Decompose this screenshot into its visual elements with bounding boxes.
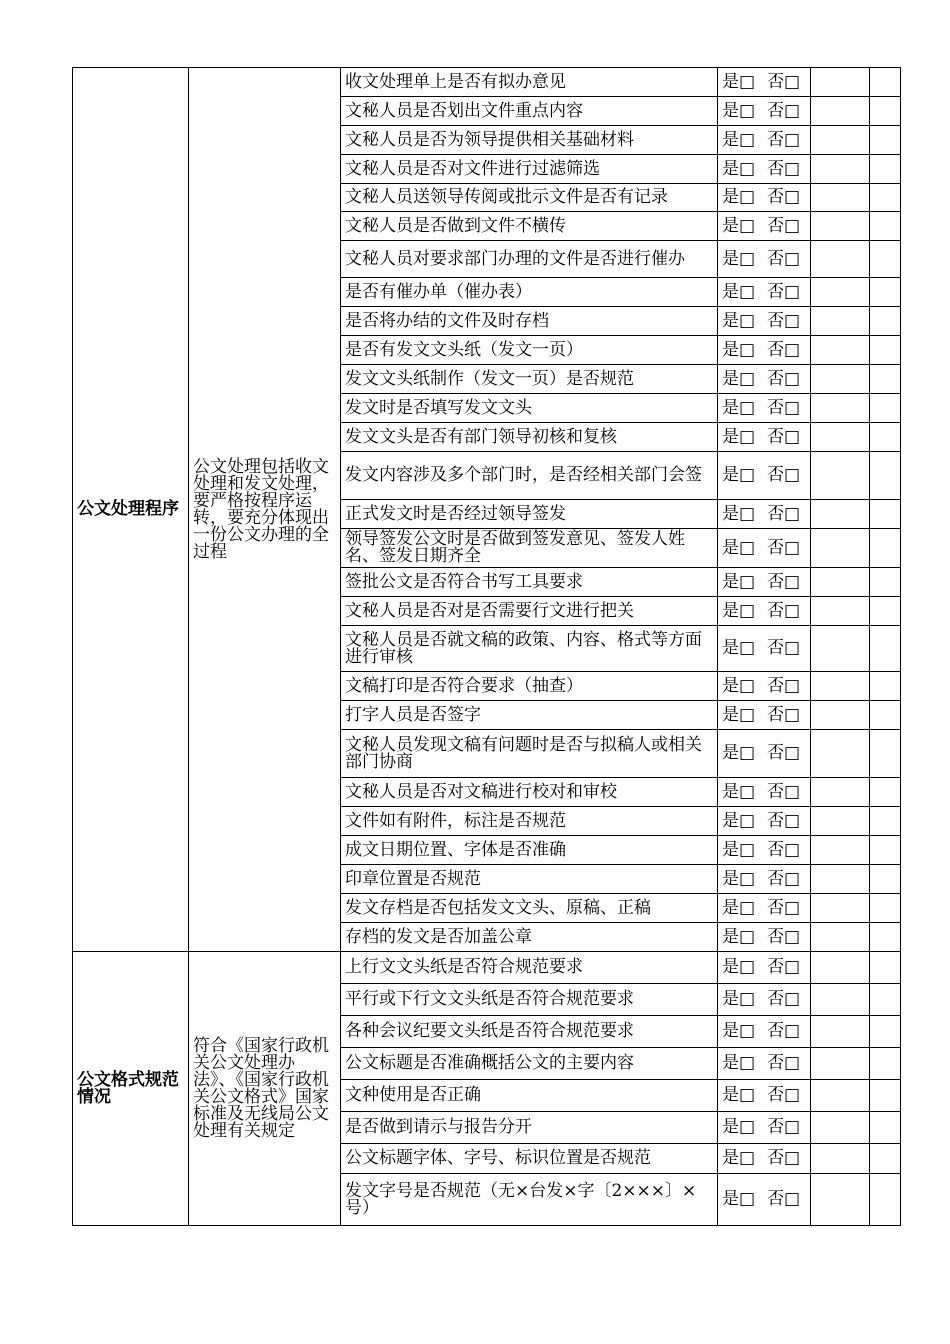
yes-no-cell (718, 529, 811, 568)
remark-cell[interactable] (811, 568, 870, 597)
remark-cell[interactable] (811, 865, 870, 894)
remark-cell[interactable] (811, 836, 870, 865)
yes-checkbox[interactable]: 是□ (722, 71, 756, 92)
check-item: 文秘人员是否对文件进行过滤筛选 (341, 155, 718, 184)
check-item: 是否有催办单（催办表） (341, 278, 718, 307)
remark-cell[interactable] (811, 212, 870, 241)
remark-cell[interactable] (811, 626, 870, 672)
score-cell[interactable] (870, 97, 901, 126)
no-checkbox[interactable]: 否□ (767, 368, 801, 389)
score-cell[interactable] (870, 126, 901, 155)
check-item: 发文文头纸制作（发文一页）是否规范 (341, 365, 718, 394)
remark-cell[interactable] (811, 807, 870, 836)
yes-no-cell (718, 778, 811, 807)
remark-cell[interactable] (811, 1048, 870, 1080)
check-item: 收文处理单上是否有拟办意见 (341, 68, 718, 97)
yes-checkbox[interactable]: 是□ (722, 537, 756, 558)
yes-no-cell (718, 626, 811, 672)
score-cell[interactable] (870, 241, 901, 278)
yes-checkbox[interactable]: 是□ (722, 1117, 756, 1137)
yes-no-cell (718, 97, 811, 126)
no-checkbox[interactable]: 否□ (767, 426, 801, 447)
no-checkbox[interactable]: 否□ (767, 1085, 801, 1105)
yes-checkbox[interactable]: 是□ (722, 600, 756, 621)
yes-checkbox[interactable]: 是□ (722, 158, 756, 179)
yes-no-cell (718, 1080, 811, 1112)
remark-cell[interactable] (811, 336, 870, 365)
yes-no-cell (718, 1112, 811, 1144)
check-item: 文秘人员是否划出文件重点内容 (341, 97, 718, 126)
score-cell[interactable] (870, 1048, 901, 1080)
remark-cell[interactable] (811, 730, 870, 778)
yes-checkbox[interactable]: 是□ (722, 100, 756, 121)
yes-checkbox[interactable]: 是□ (722, 310, 756, 331)
yes-no-cell (718, 1144, 811, 1174)
score-cell[interactable] (870, 452, 901, 500)
no-checkbox[interactable]: 否□ (767, 503, 801, 524)
remark-cell[interactable] (811, 923, 870, 952)
no-checkbox[interactable]: 否□ (767, 339, 801, 360)
check-item: 打字人员是否签字 (341, 701, 718, 730)
remark-cell[interactable] (811, 984, 870, 1016)
table-row (73, 952, 901, 984)
check-item: 发文内容涉及多个部门时，是否经相关部门会签 (341, 452, 718, 500)
score-cell[interactable] (870, 865, 901, 894)
check-item: 存档的发文是否加盖公章 (341, 923, 718, 952)
yes-checkbox[interactable]: 是□ (722, 248, 756, 269)
no-checkbox[interactable]: 否□ (767, 1117, 801, 1137)
table-body (73, 68, 901, 1226)
check-item: 签批公文是否符合书写工具要求 (341, 568, 718, 597)
remark-cell[interactable] (811, 701, 870, 730)
remark-cell[interactable] (811, 241, 870, 278)
score-cell[interactable] (870, 952, 901, 984)
score-cell[interactable] (870, 984, 901, 1016)
score-cell[interactable] (870, 672, 901, 701)
yes-no-cell (718, 452, 811, 500)
check-item: 文秘人员是否做到文件不横传 (341, 212, 718, 241)
check-item: 文秘人员对要求部门办理的文件是否进行催办 (341, 241, 718, 278)
yes-no-cell (718, 365, 811, 394)
yes-no-cell (718, 923, 811, 952)
no-checkbox[interactable]: 否□ (767, 839, 801, 860)
yes-no-cell (718, 701, 811, 730)
no-checkbox[interactable]: 否□ (767, 743, 801, 763)
no-checkbox[interactable]: 否□ (767, 187, 801, 207)
yes-checkbox[interactable]: 是□ (722, 187, 756, 207)
yes-checkbox[interactable]: 是□ (722, 989, 756, 1009)
no-checkbox[interactable]: 否□ (767, 129, 801, 150)
remark-cell[interactable] (811, 394, 870, 423)
no-checkbox[interactable]: 否□ (767, 1021, 801, 1041)
yes-checkbox[interactable]: 是□ (722, 704, 756, 725)
yes-checkbox[interactable]: 是□ (722, 339, 756, 360)
score-cell[interactable] (870, 155, 901, 184)
yes-no-cell (718, 212, 811, 241)
yes-checkbox[interactable]: 是□ (722, 397, 756, 418)
yes-no-cell (718, 1016, 811, 1048)
score-cell[interactable] (870, 1144, 901, 1174)
remark-cell[interactable] (811, 452, 870, 500)
no-checkbox[interactable]: 否□ (767, 537, 801, 558)
yes-no-cell (718, 568, 811, 597)
no-checkbox[interactable]: 否□ (767, 397, 801, 418)
no-checkbox[interactable]: 否□ (767, 638, 801, 658)
score-cell[interactable] (870, 278, 901, 307)
yes-no-cell (718, 836, 811, 865)
remark-cell[interactable] (811, 1112, 870, 1144)
yes-checkbox[interactable]: 是□ (722, 426, 756, 447)
remark-cell[interactable] (811, 952, 870, 984)
no-checkbox[interactable]: 否□ (767, 868, 801, 889)
check-item: 文秘人员是否就文稿的政策、内容、格式等方面进行审核 (341, 626, 718, 672)
yes-checkbox[interactable]: 是□ (722, 503, 756, 524)
no-checkbox[interactable]: 否□ (767, 926, 801, 947)
no-checkbox[interactable]: 否□ (767, 897, 801, 918)
check-item: 公文标题是否准确概括公文的主要内容 (341, 1048, 718, 1080)
score-cell[interactable] (870, 529, 901, 568)
score-cell[interactable] (870, 307, 901, 336)
remark-cell[interactable] (811, 894, 870, 923)
no-checkbox[interactable]: 否□ (767, 100, 801, 121)
no-checkbox[interactable]: 否□ (767, 281, 801, 302)
yes-no-cell (718, 672, 811, 701)
no-checkbox[interactable]: 否□ (767, 1148, 801, 1168)
remark-cell[interactable] (811, 672, 870, 701)
score-cell[interactable] (870, 365, 901, 394)
section-title: 公文处理程序 (73, 68, 189, 952)
yes-checkbox[interactable]: 是□ (722, 781, 756, 802)
score-cell[interactable] (870, 807, 901, 836)
score-cell[interactable] (870, 894, 901, 923)
score-cell[interactable] (870, 1080, 901, 1112)
score-cell[interactable] (870, 184, 901, 212)
yes-no-cell (718, 394, 811, 423)
table-row (73, 68, 901, 97)
remark-cell[interactable] (811, 500, 870, 529)
yes-no-cell (718, 597, 811, 626)
score-cell[interactable] (870, 778, 901, 807)
remark-cell[interactable] (811, 97, 870, 126)
remark-cell[interactable] (811, 307, 870, 336)
no-checkbox[interactable]: 否□ (767, 675, 801, 696)
yes-no-cell (718, 1048, 811, 1080)
score-cell[interactable] (870, 423, 901, 452)
remark-cell[interactable] (811, 184, 870, 212)
no-checkbox[interactable]: 否□ (767, 704, 801, 725)
check-item: 文秘人员是否对文稿进行校对和审校 (341, 778, 718, 807)
remark-cell[interactable] (811, 597, 870, 626)
no-checkbox[interactable]: 否□ (767, 248, 801, 269)
yes-checkbox[interactable]: 是□ (722, 465, 756, 485)
no-checkbox[interactable]: 否□ (767, 989, 801, 1009)
yes-checkbox[interactable]: 是□ (722, 1053, 756, 1073)
check-item: 公文标题字体、字号、标识位置是否规范 (341, 1144, 718, 1174)
yes-checkbox[interactable]: 是□ (722, 1189, 756, 1209)
check-item: 发文字号是否规范（无×台发×字〔2×××〕×号） (341, 1174, 718, 1226)
remark-cell[interactable] (811, 1174, 870, 1226)
check-item: 文秘人员是否为领导提供相关基础材料 (341, 126, 718, 155)
yes-checkbox[interactable]: 是□ (722, 868, 756, 889)
check-item: 发文文头是否有部门领导初核和复核 (341, 423, 718, 452)
inspection-table (72, 67, 901, 1226)
yes-no-cell (718, 1174, 811, 1226)
yes-checkbox[interactable]: 是□ (722, 571, 756, 592)
score-cell[interactable] (870, 1016, 901, 1048)
yes-checkbox[interactable]: 是□ (722, 1021, 756, 1041)
no-checkbox[interactable]: 否□ (767, 310, 801, 331)
remark-cell[interactable] (811, 155, 870, 184)
check-item: 是否做到请示与报告分开 (341, 1112, 718, 1144)
check-item: 领导签发公文时是否做到签发意见、签发人姓名、签发日期齐全 (341, 529, 718, 568)
check-item: 各种会议纪要文头纸是否符合规范要求 (341, 1016, 718, 1048)
yes-no-cell (718, 336, 811, 365)
remark-cell[interactable] (811, 365, 870, 394)
yes-checkbox[interactable]: 是□ (722, 743, 756, 763)
check-item: 平行或下行文文头纸是否符合规范要求 (341, 984, 718, 1016)
remark-cell[interactable] (811, 68, 870, 97)
yes-checkbox[interactable]: 是□ (722, 926, 756, 947)
yes-checkbox[interactable]: 是□ (722, 638, 756, 658)
score-cell[interactable] (870, 730, 901, 778)
score-cell[interactable] (870, 1112, 901, 1144)
no-checkbox[interactable]: 否□ (767, 71, 801, 92)
score-cell[interactable] (870, 212, 901, 241)
check-item: 发文存档是否包括发文文头、原稿、正稿 (341, 894, 718, 923)
yes-no-cell (718, 155, 811, 184)
score-cell[interactable] (870, 923, 901, 952)
check-item: 是否有发文文头纸（发文一页） (341, 336, 718, 365)
score-cell[interactable] (870, 701, 901, 730)
check-item: 上行文文头纸是否符合规范要求 (341, 952, 718, 984)
section-description: 公文处理包括收文处理和发文处理，要严格按程序运转，要充分体现出一份公文办理的全过程 (189, 68, 341, 952)
remark-cell[interactable] (811, 126, 870, 155)
yes-checkbox[interactable]: 是□ (722, 1085, 756, 1105)
section-title: 公文格式规范情况 (73, 952, 189, 1226)
score-cell[interactable] (870, 568, 901, 597)
no-checkbox[interactable]: 否□ (767, 781, 801, 802)
yes-no-cell (718, 984, 811, 1016)
score-cell[interactable] (870, 394, 901, 423)
remark-cell[interactable] (811, 423, 870, 452)
check-item: 文稿打印是否符合要求（抽查） (341, 672, 718, 701)
yes-no-cell (718, 241, 811, 278)
yes-checkbox[interactable]: 是□ (722, 368, 756, 389)
check-item: 文种使用是否正确 (341, 1080, 718, 1112)
no-checkbox[interactable]: 否□ (767, 810, 801, 831)
no-checkbox[interactable]: 否□ (767, 215, 801, 236)
yes-no-cell (718, 865, 811, 894)
yes-checkbox[interactable]: 是□ (722, 897, 756, 918)
yes-checkbox[interactable]: 是□ (722, 215, 756, 236)
score-cell[interactable] (870, 626, 901, 672)
score-cell[interactable] (870, 836, 901, 865)
no-checkbox[interactable]: 否□ (767, 600, 801, 621)
yes-no-cell (718, 730, 811, 778)
remark-cell[interactable] (811, 1080, 870, 1112)
no-checkbox[interactable]: 否□ (767, 571, 801, 592)
remark-cell[interactable] (811, 1016, 870, 1048)
score-cell[interactable] (870, 336, 901, 365)
no-checkbox[interactable]: 否□ (767, 957, 801, 977)
remark-cell[interactable] (811, 1144, 870, 1174)
yes-checkbox[interactable]: 是□ (722, 1148, 756, 1168)
no-checkbox[interactable]: 否□ (767, 1189, 801, 1209)
yes-checkbox[interactable]: 是□ (722, 129, 756, 150)
remark-cell[interactable] (811, 778, 870, 807)
yes-no-cell (718, 307, 811, 336)
score-cell[interactable] (870, 500, 901, 529)
yes-no-cell (718, 423, 811, 452)
yes-no-cell (718, 500, 811, 529)
check-item: 文秘人员送领导传阅或批示文件是否有记录 (341, 184, 718, 212)
check-item: 文秘人员发现文稿有问题时是否与拟稿人或相关部门协商 (341, 730, 718, 778)
no-checkbox[interactable]: 否□ (767, 158, 801, 179)
yes-checkbox[interactable]: 是□ (722, 675, 756, 696)
check-item: 成文日期位置、字体是否准确 (341, 836, 718, 865)
yes-no-cell (718, 68, 811, 97)
yes-checkbox[interactable]: 是□ (722, 957, 756, 977)
yes-checkbox[interactable]: 是□ (722, 281, 756, 302)
check-item: 文秘人员是否对是否需要行文进行把关 (341, 597, 718, 626)
section-description: 符合《国家行政机关公文处理办法》、《国家行政机关公文格式》国家标准及无线局公文处理有关规定 (189, 952, 341, 1226)
check-item: 文件如有附件，标注是否规范 (341, 807, 718, 836)
score-cell[interactable] (870, 597, 901, 626)
yes-checkbox[interactable]: 是□ (722, 839, 756, 860)
yes-no-cell (718, 126, 811, 155)
no-checkbox[interactable]: 否□ (767, 1053, 801, 1073)
score-cell[interactable] (870, 1174, 901, 1226)
remark-cell[interactable] (811, 278, 870, 307)
check-item: 是否将办结的文件及时存档 (341, 307, 718, 336)
no-checkbox[interactable]: 否□ (767, 465, 801, 485)
yes-no-cell (718, 952, 811, 984)
yes-checkbox[interactable]: 是□ (722, 810, 756, 831)
yes-no-cell (718, 807, 811, 836)
check-item: 发文时是否填写发文文头 (341, 394, 718, 423)
remark-cell[interactable] (811, 529, 870, 568)
check-item: 印章位置是否规范 (341, 865, 718, 894)
score-cell[interactable] (870, 68, 901, 97)
yes-no-cell (718, 278, 811, 307)
yes-no-cell (718, 184, 811, 212)
yes-no-cell (718, 894, 811, 923)
check-item: 正式发文时是否经过领导签发 (341, 500, 718, 529)
